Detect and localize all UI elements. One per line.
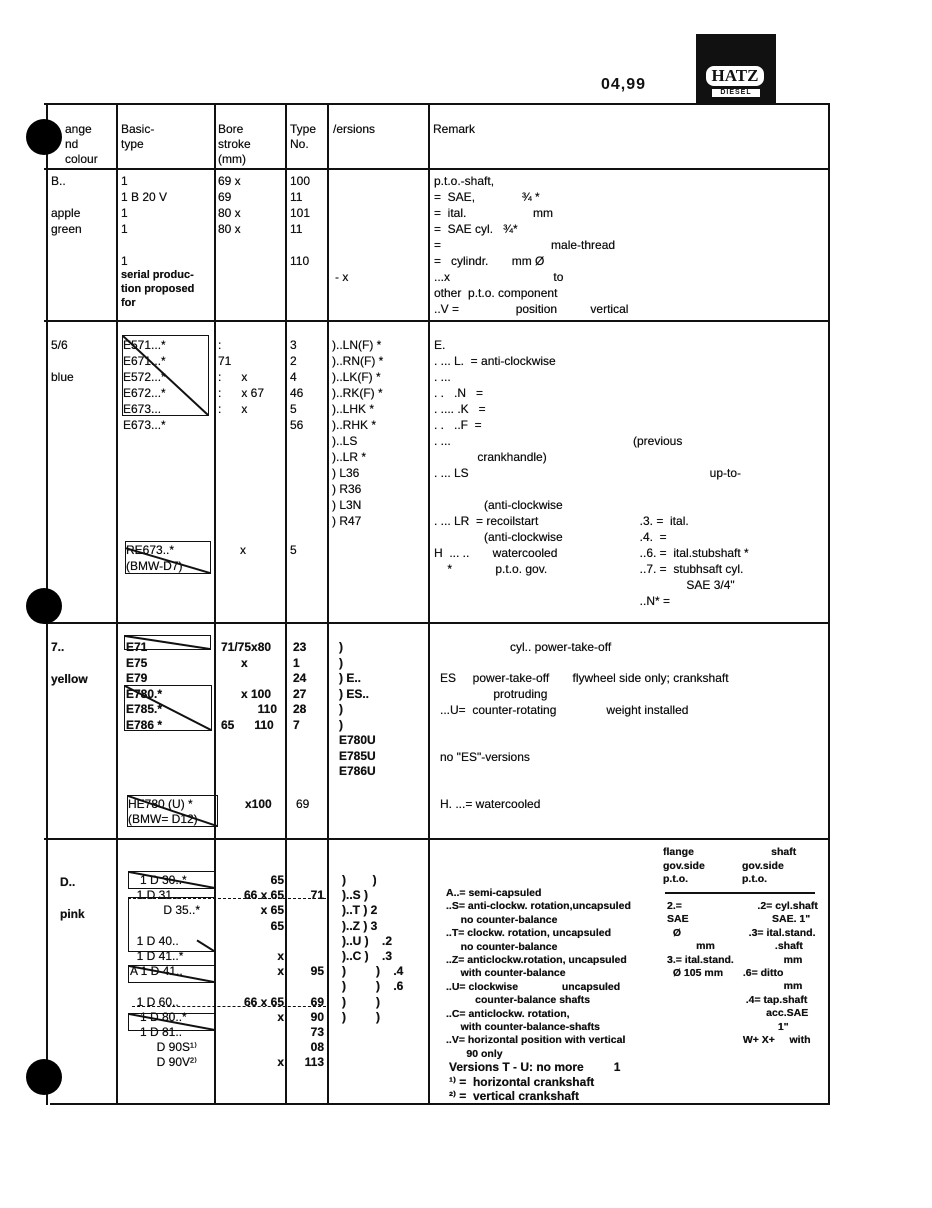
cell-remark: . ... (434, 434, 451, 448)
cell-type: 23 (293, 640, 307, 654)
cell-remark: ..Z= anticlockw.rotation, uncapsuled (446, 954, 627, 966)
cell-type-extra: 5 (290, 543, 297, 557)
cell-bore: 66 x 65 (243, 994, 284, 1009)
cell-versions: ) R47 (332, 514, 362, 528)
cell-subtable-left: mm (667, 940, 715, 953)
cell-remark-footer: ¹⁾ = horizontal crankshaft (449, 1074, 595, 1089)
cell-remark-footer: ²⁾ = vertical crankshaft (449, 1089, 580, 1103)
cell-bore: 69 (218, 190, 232, 204)
cell-flange: 7.. (51, 640, 65, 654)
cell-type: 5 (290, 402, 297, 416)
column-header-flange: nd (65, 137, 79, 151)
cell-remark: protruding (440, 687, 548, 702)
hatz-logo (696, 34, 776, 104)
cell-type: 46 (290, 386, 304, 400)
cell-remark: A..= semi-capsuled (446, 887, 542, 899)
cell-remark: ...x to (434, 270, 564, 284)
cell-remark: no counter-balance (446, 940, 558, 953)
cell-type: 11 (290, 190, 303, 204)
cell-basic: E571...* (123, 338, 166, 352)
logo-subtext: DIESEL (712, 89, 760, 97)
cell-basic: 1 D 40.. (130, 933, 179, 948)
cell-flange: yellow (51, 672, 88, 686)
cell-subtable-right: .2= cyl.shaft (737, 900, 818, 912)
column-header-flange: ange (65, 122, 92, 136)
cell-flange: green (51, 222, 82, 236)
cell-bore: x (277, 949, 284, 963)
cell-remark: . .... .K = (434, 402, 486, 416)
cell-remark: E. (434, 338, 446, 352)
row-divider (44, 320, 830, 322)
cell-bore: 71 (218, 354, 232, 368)
cell-remark: . ... (434, 370, 451, 384)
cell-versions: ) (339, 702, 343, 716)
cell-remark: . . ..F = (434, 418, 482, 432)
cell-basic-extra: HE780 (U) * (128, 797, 193, 811)
cell-bore-extra: x100 (245, 797, 272, 811)
cell-subtable-head-right: p.t.o. (742, 873, 768, 885)
cell-versions: E786U (339, 764, 376, 778)
column-header-basic-type: type (121, 137, 144, 151)
cell-basic-note: for (121, 297, 136, 309)
cell-type: 71 (310, 888, 324, 903)
cell-remark: = SAE cyl. ¾* (434, 222, 518, 236)
cell-versions: ) ) .4 (342, 964, 404, 979)
cell-type: 08 (310, 1040, 324, 1055)
cell-flange: B.. (51, 174, 66, 188)
cell-remark: * p.t.o. gov. (434, 562, 548, 576)
cell-remark: = SAE, ¾ * (434, 190, 540, 204)
cell-bore: 65 (270, 918, 284, 933)
cell-versions: )..RHK * (332, 418, 377, 432)
cell-remark: . ... LS (434, 466, 469, 480)
cell-remark: ..C= anticlockw. rotation, (446, 1007, 570, 1020)
cell-basic: 1 D 30..* (130, 873, 187, 887)
cell-basic: 1 (121, 206, 128, 220)
cell-versions: )..Z ) 3 (342, 918, 378, 933)
cell-remark-right: .4. = (633, 530, 667, 544)
table-bottom-border (50, 1103, 830, 1105)
cell-subtable-head-right: shaft (742, 846, 797, 858)
cell-versions: E785U (339, 748, 376, 763)
cell-bore: : x (218, 402, 248, 416)
column-header-type-no: No. (290, 137, 309, 151)
cell-basic: 1 (121, 174, 128, 188)
cell-remark: (anti-clockwise (434, 530, 563, 544)
cell-versions: )..LS (332, 434, 358, 448)
cell-bore: : (218, 338, 222, 352)
cell-basic: E572...* (123, 370, 166, 384)
cell-basic: E71 (126, 640, 148, 654)
row-divider (44, 622, 830, 624)
cell-versions: E780U (339, 733, 376, 747)
cell-basic-extra: RE673..* (126, 543, 175, 557)
cell-subtable-left: 2.= (667, 900, 682, 912)
cell-versions: ) L3N (332, 498, 362, 512)
cell-bore: x 65 (260, 903, 284, 918)
cell-remark: = ital. mm (434, 206, 554, 220)
cell-versions: ) ) .6 (342, 979, 404, 994)
cell-bore: x (277, 1009, 284, 1024)
cell-type: 2 (290, 354, 297, 368)
cell-type: 4 (290, 370, 297, 384)
cell-remark: cyl.. power-take-off (440, 640, 612, 654)
column-header-bore-stroke: Bore (218, 122, 244, 136)
cell-basic-extra: (BMW-D7) (126, 559, 183, 573)
cell-basic-extra: (BMW= D12) (128, 812, 198, 826)
cell-type: 24 (293, 671, 307, 685)
cell-versions: ) ES.. (339, 686, 370, 701)
cell-remark: (anti-clockwise (434, 498, 563, 512)
cell-remark: with counter-balance (446, 967, 566, 980)
cell-basic: E671...* (123, 354, 166, 368)
column-header-bore-stroke: (mm) (218, 152, 246, 166)
cell-type: 28 (293, 702, 307, 716)
cell-subtable-right: .4= tap.shaft (737, 993, 808, 1006)
cell-subtable-head-left: gov.side (663, 859, 705, 872)
cell-flange: pink (60, 907, 85, 921)
cell-remark: 90 only (446, 1047, 503, 1060)
cell-basic: D 90S¹⁾ (130, 1040, 197, 1055)
cell-remark: crankhandle) (434, 450, 547, 464)
cell-subtable-left: SAE (667, 913, 689, 926)
cell-remark: no counter-balance (446, 913, 558, 926)
punch-hole (26, 119, 62, 155)
cell-type: 11 (290, 222, 303, 236)
cell-remark: = male-thread (434, 238, 616, 252)
cell-versions: ) (339, 655, 343, 670)
cell-versions: ) E.. (339, 671, 362, 685)
cell-type: 95 (310, 964, 324, 979)
cell-type: 90 (310, 1009, 324, 1024)
cell-remark: H. ...= watercooled (440, 797, 541, 811)
cell-versions: )..T ) 2 (342, 903, 378, 918)
cell-subtable-head-right: gov.side (742, 859, 784, 872)
cell-type: 7 (293, 717, 300, 732)
cell-versions: )..LR * (332, 450, 367, 464)
cell-bore: : x 67 (218, 386, 265, 400)
cell-flange: 5/6 (51, 338, 68, 352)
header-divider (44, 168, 830, 170)
cell-basic: E673...* (123, 418, 166, 432)
column-divider (214, 103, 216, 1105)
cell-bore: 69 x (218, 174, 241, 188)
cell-basic: E785.* (126, 702, 163, 716)
cell-subtable-right: .3= ital.stand. (737, 926, 816, 939)
cell-bore: 65 110 (221, 717, 274, 732)
cell-type: 1 (293, 655, 300, 670)
cell-remark: ..S= anti-clockw. rotation,uncapsuled (446, 900, 631, 913)
cell-type: 3 (290, 338, 297, 352)
cell-basic-note: tion proposed (121, 283, 195, 295)
column-header-basic-type: Basic- (121, 122, 155, 136)
cell-type: 101 (290, 206, 311, 220)
cell-type: 110 (290, 254, 310, 268)
cell-subtable-right: W+ X+ with (737, 1034, 811, 1046)
cell-versions: - x (335, 270, 349, 284)
cell-bore: x (277, 964, 284, 979)
cell-basic: D 35..* (130, 903, 201, 918)
cell-bore-extra: x (240, 543, 246, 557)
cell-versions: ) ) (342, 994, 380, 1009)
cell-basic: 1 (121, 222, 128, 236)
column-divider (285, 103, 287, 1105)
cell-remark: ES power-take-off flywheel side only; crankshaft (440, 671, 729, 686)
cell-bore: : x (218, 370, 248, 384)
cell-basic: E673... (123, 402, 162, 416)
cell-remark: ..V = position vertical (434, 302, 629, 316)
cell-versions: )..S ) (342, 888, 368, 903)
cell-type: 73 (310, 1025, 324, 1039)
cell-basic: E75 (126, 655, 148, 670)
cell-remark-right: ..7. = stubhsaft cyl. (633, 562, 744, 576)
cell-bore: x 100 (221, 686, 272, 701)
cell-subtable-right: 1" (737, 1020, 789, 1033)
cell-basic: D 90V²⁾ (130, 1055, 197, 1070)
subtable-rule (665, 892, 815, 894)
cell-subtable-head-left: p.t.o. (663, 873, 689, 885)
cell-basic: 1 B 20 V (121, 190, 168, 204)
cell-bore: 71/75x80 (221, 640, 272, 654)
cell-remark: counter-balance shafts (446, 994, 591, 1007)
cell-basic: E786 * (126, 717, 163, 732)
cell-remark-footer: Versions T - U: no more 1 (449, 1060, 621, 1074)
cell-basic: 1 D 80..* (130, 1009, 187, 1024)
cell-remark-right: .3. = ital. (633, 514, 689, 528)
cell-subtable-left: 3.= ital.stand. (667, 953, 734, 966)
cell-versions: )..LK(F) * (332, 370, 381, 384)
cell-versions: ) ) (342, 873, 377, 887)
cell-remark-right: ..6. = ital.stubshaft * (633, 546, 749, 560)
cell-versions: )..LN(F) * (332, 338, 382, 352)
cell-remark: H ... .. watercooled (434, 546, 558, 560)
cell-subtable-right: .6= ditto (737, 967, 784, 979)
cell-subtable-right: SAE. 1" (737, 913, 811, 926)
column-divider (116, 103, 118, 1105)
cell-subtable-right: .shaft (737, 940, 803, 953)
cell-basic: 1 (121, 254, 128, 268)
cell-remark: . ... L. = anti-clockwise (434, 354, 556, 368)
cell-basic: 1 D 41..* (130, 949, 184, 963)
cell-basic: E672...* (123, 386, 166, 400)
cell-type: 69 (310, 994, 324, 1009)
column-divider (828, 103, 830, 1105)
cell-remark-right: up-to- (633, 466, 742, 480)
cell-bore: 66 x 65 (243, 888, 284, 903)
cell-bore: 110 (221, 702, 278, 716)
column-divider (327, 103, 329, 1105)
column-divider (428, 103, 430, 1105)
cell-bore: 65 (270, 873, 284, 887)
column-header-flange: colour (65, 152, 98, 166)
cell-remark: ..T= clockw. rotation, uncapsuled (446, 927, 612, 940)
cell-bore: x (277, 1055, 284, 1070)
cell-basic: E780.* (126, 686, 163, 701)
cell-subtable-right: mm (737, 980, 803, 993)
document-date: 04,99 (601, 76, 647, 93)
cell-versions: )..U ) .2 (342, 933, 393, 948)
cell-versions: ) ) (342, 1009, 380, 1024)
table-top-border (44, 103, 830, 105)
cell-bore: 80 x (218, 206, 241, 220)
cell-versions: ) L36 (332, 466, 360, 480)
column-header-bore-stroke: stroke (218, 137, 251, 151)
cell-remark-right: (previous (633, 434, 683, 448)
cell-type: 27 (293, 686, 307, 701)
cell-subtable-head-left: flange (663, 846, 694, 858)
cell-subtable-left: Ø 105 mm (667, 967, 724, 979)
cell-remark: . . .N = (434, 386, 484, 400)
cell-flange: blue (51, 370, 74, 384)
cell-flange: apple (51, 206, 81, 220)
cell-versions: ) (339, 717, 343, 732)
cell-bore: 80 x (218, 222, 241, 236)
cell-remark: = cylindr. mm Ø (434, 254, 545, 268)
cell-remark: . ... LR = recoilstart (434, 514, 539, 528)
cell-type: 56 (290, 418, 304, 432)
logo-text: HATZ (706, 66, 764, 86)
column-header-versions: /ersions (333, 122, 376, 136)
row-divider (44, 838, 830, 840)
punch-hole (26, 1059, 62, 1095)
cell-remark-right: ..N* = (633, 594, 671, 608)
cell-subtable-right: acc.SAE (737, 1007, 809, 1020)
cell-type: 113 (304, 1055, 324, 1070)
cell-versions: )..RN(F) * (332, 354, 384, 368)
cell-remark: p.t.o.-shaft, (434, 174, 495, 188)
cell-versions: )..LHK * (332, 402, 375, 416)
cell-remark: ..V= horizontal position with vertical (446, 1034, 626, 1047)
punch-hole (26, 588, 62, 624)
cell-subtable-left: Ø (667, 926, 682, 939)
column-header-type-no: Type (290, 122, 317, 136)
cell-basic: 1 D 31.. (130, 888, 179, 903)
cell-basic-note: serial produc- (121, 269, 194, 281)
cell-basic: 1 D 60.. (130, 994, 179, 1009)
cell-remark: ..U= clockwise uncapsuled (446, 980, 621, 993)
cell-bore: x (221, 655, 248, 670)
cell-type: 100 (290, 174, 311, 188)
cell-flange: D.. (60, 875, 76, 889)
cell-versions: ) (339, 640, 343, 654)
cell-subtable-right: mm (737, 953, 803, 966)
column-header-remark: Remark (433, 122, 476, 136)
cell-remark: with counter-balance-shafts (446, 1021, 601, 1033)
cell-remark: ...U= counter-rotating weight installed (440, 702, 689, 717)
cell-type-extra: 69 (296, 797, 310, 811)
cell-remark: no "ES"-versions (440, 749, 530, 764)
cell-versions: )..C ) .3 (342, 949, 393, 963)
cell-basic: 1 D 81.. (130, 1025, 183, 1039)
cell-versions: )..RK(F) * (332, 386, 383, 400)
cell-versions: ) R36 (332, 482, 362, 496)
cell-basic: A 1 D 41.. (130, 964, 183, 979)
cell-remark: other p.t.o. component (434, 286, 558, 300)
cell-basic: E79 (126, 671, 148, 685)
cell-remark-right: SAE 3/4" (633, 578, 735, 592)
